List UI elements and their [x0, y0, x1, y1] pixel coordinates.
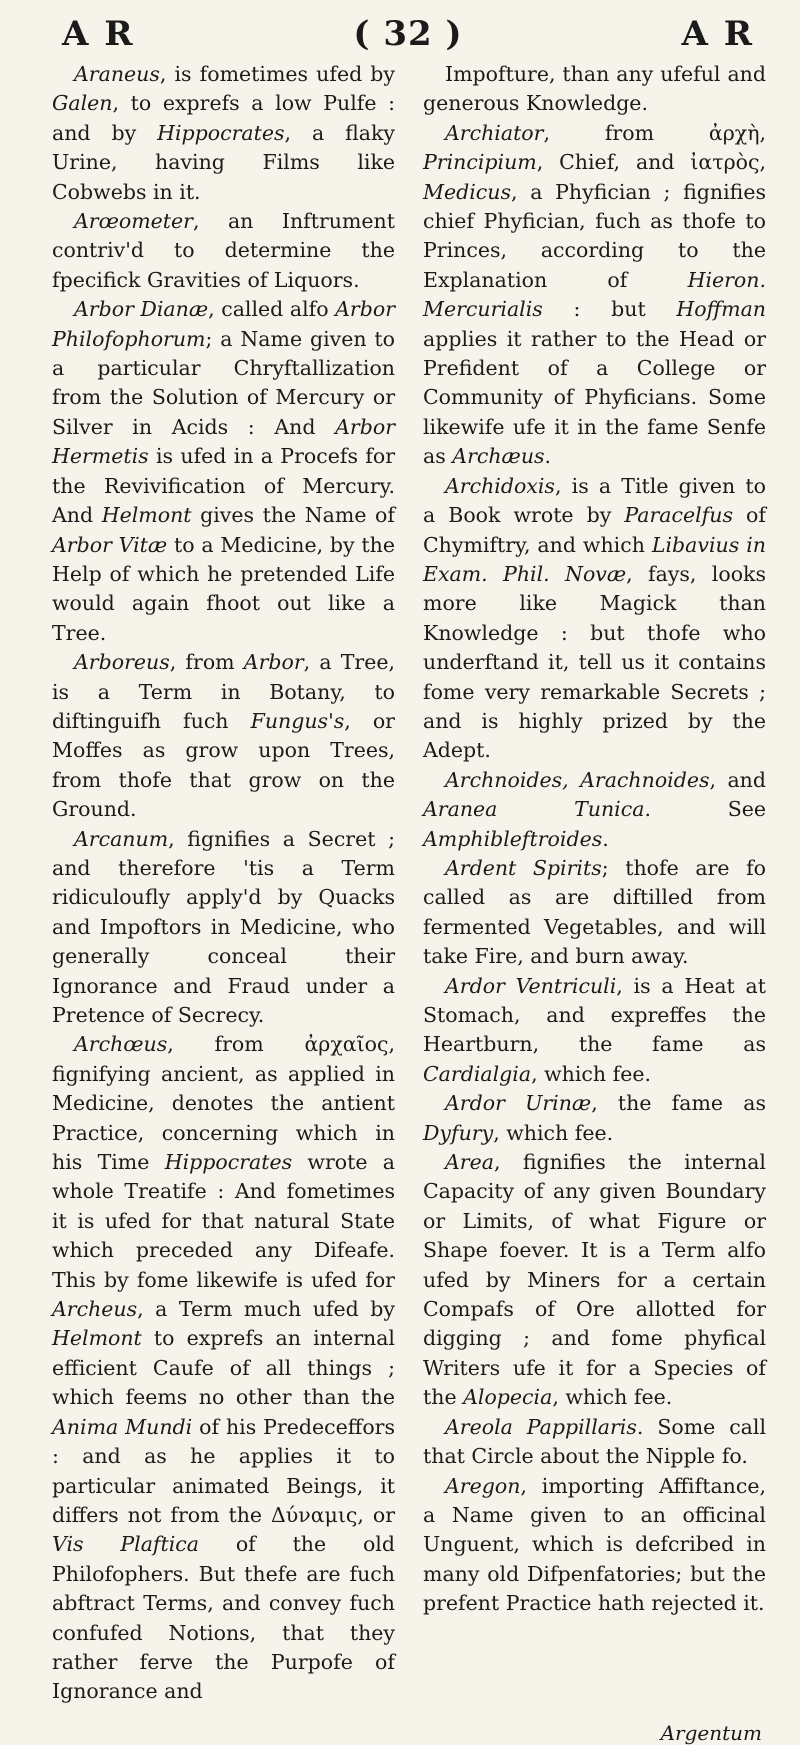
entry-italic-term: Paracelfus — [624, 503, 733, 528]
entry-italic-term: Aranea Tunica — [423, 797, 645, 822]
entry-text: . See — [644, 797, 766, 822]
running-head-right: A R — [681, 14, 754, 54]
entry-italic-term: Archiator — [445, 120, 544, 145]
right-column — [423, 60, 766, 1707]
entry-italic-term: Archeus — [52, 1297, 138, 1322]
entry-italic-term: Ardent Spirits — [445, 855, 602, 880]
entry-text: , to exprefs a low Pulfe : and by — [52, 91, 395, 145]
entry-italic-term: Vis Plaftica — [52, 1532, 199, 1557]
dictionary-entry — [423, 1413, 766, 1472]
dictionary-entry — [423, 1148, 766, 1413]
entry-text: , a Tree, is a Term in Botany, to diftinguifh fuch — [52, 650, 396, 733]
entry-italic-term: Archidoxis — [445, 473, 555, 498]
entry-italic-term: Dyfury — [423, 1120, 494, 1145]
entry-text: , which fee. — [531, 1061, 651, 1086]
running-head — [52, 14, 766, 58]
entry-text: . Some call that Circle about the Nipple fo. — [423, 1414, 767, 1469]
entry-text: , which fee. — [552, 1385, 673, 1410]
entry-text: , fays, looks more like Magick than Knowledge : but thofe who underftand it, tell us it contains fome very remarkable Secrets ; and is highly prized by the Adept. — [423, 561, 766, 763]
entry-italic-term: Araneus — [74, 62, 160, 86]
entry-italic-term: Arcanum — [74, 826, 169, 851]
entry-italic-term: Ardor Ventriculi — [445, 973, 617, 998]
entry-italic-term: Arbor Vitæ — [52, 532, 168, 557]
entry-text: to exprefs an internal efficient Caufe of all things ; which feems no other than the — [52, 1326, 395, 1410]
entry-text: gives the Name of — [191, 503, 395, 528]
dictionary-entry — [423, 472, 766, 766]
entry-italic-term: Alopecia — [463, 1385, 553, 1410]
entry-text: , from ἀρχαῖος, fignifying ancient, as applied in Medicine, denotes the antient Practice, concerning which in his Time — [52, 1032, 395, 1175]
entry-text: , the fame as — [591, 1091, 766, 1116]
entry-italic-term: Archœus — [74, 1032, 168, 1057]
running-head-left: A R — [62, 14, 135, 54]
entry-text: Impofture, than any ufeful and generous Knowledge. — [423, 62, 766, 116]
entry-text: , Chief, and ἰατρὸς, — [536, 150, 766, 175]
dictionary-entry — [423, 766, 766, 854]
entry-text: , and — [709, 767, 766, 792]
entry-text: , fignifies a Secret ; and therefore 'tis a Term ridiculoufly apply'd by Quacks and Impoftors in Medicine, who generally conceal their Ignorance and Fraud under a Pretence of Secrecy. — [52, 826, 395, 1027]
dictionary-entry — [52, 295, 395, 648]
entry-italic-term: Helmont — [101, 503, 192, 528]
entry-italic-term: Archnoides, Arachnoides — [445, 767, 710, 792]
entry-italic-term: Principium — [423, 150, 537, 175]
entry-italic-term: Hippocrates — [157, 120, 285, 145]
entry-italic-term: Cardialgia — [423, 1061, 532, 1086]
entry-italic-term: Archæus — [452, 444, 545, 469]
dictionary-entry — [52, 1030, 395, 1706]
dictionary-entry — [52, 825, 395, 1031]
entry-text: of Chymiftry, and which — [423, 503, 766, 557]
entry-text: , is fometimes ufed by — [159, 62, 395, 86]
dictionary-entry — [423, 60, 766, 119]
entry-text: , fignifies the internal Capacity of any given Boundary or Limits, of what Figure or Shape foever. It is a Term alfo ufed by Miners for a certain Compafs of Ore allotted for digging ; and fome phyfical Writers ufe it for a Species of the — [423, 1150, 766, 1410]
entry-text: . — [602, 826, 609, 851]
entry-text: , which fee. — [493, 1120, 614, 1145]
dictionary-entry — [423, 854, 766, 972]
page-number: ( 32 ) — [353, 14, 463, 54]
entry-italic-term: Arbor — [243, 650, 304, 675]
entry-text: , is a Title given to a Book wrote by — [423, 473, 766, 528]
entry-text: , or Moffes as grow upon Trees, from thofe that grow on the Ground. — [52, 708, 395, 822]
entry-text: is ufed in a Procefs for the Revivification of Mercury. And — [52, 444, 395, 528]
dictionary-entry — [423, 119, 766, 472]
text-columns — [52, 60, 766, 1707]
entry-text: of his Predeceffors : and as he applies it to particular animated Beings, it differs not from the Δύναμις, or — [52, 1414, 395, 1527]
entry-italic-term: Hoffman — [676, 297, 766, 322]
entry-text: to a Medicine, by the Help of which he pretended Life would again fhoot out like a Tree. — [52, 532, 395, 645]
entry-italic-term: Arœometer — [74, 209, 193, 234]
entry-italic-term: Arbor Hermetis — [52, 414, 395, 469]
entry-text: wrote a whole Treatife : And fometimes it is ufed for that natural State which preceded any Difeafe. This by fome likewife is ufed for — [52, 1150, 395, 1292]
entry-italic-term: Areola Pappillaris — [445, 1414, 637, 1439]
entry-italic-term: Arboreus — [74, 650, 170, 675]
entry-italic-term: Medicus — [423, 179, 512, 204]
left-column — [52, 60, 395, 1707]
entry-text: , a Term much ufed by — [137, 1297, 395, 1322]
entry-text: . — [544, 444, 552, 469]
dictionary-entry — [52, 207, 395, 295]
entry-text: of the old Philofophers. But thefe are fuch abftract Terms, and convey fuch confufed Notions, that they rather ferve the Purpofe of Ignorance and — [52, 1532, 395, 1704]
dictionary-entry — [423, 972, 766, 1090]
entry-text: , is a Heat at Stomach, and expreffes the Heartburn, the fame as — [423, 973, 766, 1057]
catchword: Argentum — [660, 1720, 762, 1745]
entry-italic-term: Arbor Dianæ — [74, 297, 209, 322]
entry-italic-term: Hippocrates — [164, 1150, 293, 1175]
entry-italic-term: Aregon — [445, 1473, 521, 1498]
entry-text: ; a Name given to a particular Chryftallization from the Solution of Mercury or Silver in Acids : And — [52, 326, 395, 439]
entry-text: , from — [169, 650, 244, 675]
entry-italic-term: Ardor Urinæ — [445, 1091, 592, 1116]
entry-text: applies it rather to the Head or Prefident of a College or Community of Phyficians. Some likewife ufe it in the fame Senfe as — [423, 326, 766, 469]
entry-text: , importing Affiftance, a Name given to an officinal Unguent, which is defcribed in many old Difpenfatories; but the prefent Practice hath rejected it. — [423, 1473, 766, 1616]
entry-italic-term: Helmont — [52, 1326, 142, 1351]
dictionary-entry — [423, 1089, 766, 1148]
entry-text: ; thofe are fo called as are diftilled from fermented Vegetables, and will take Fire, and burn away. — [423, 855, 766, 969]
entry-text: , a flaky Urine, having Films like Cobwebs in it. — [52, 120, 395, 204]
entry-italic-term: Arbor Philofophorum — [52, 297, 395, 351]
dictionary-entry — [423, 1472, 766, 1619]
entry-text: : but — [542, 297, 677, 322]
entry-text: , a Phyfician ; fignifies chief Phyfician, fuch as thofe to Princes, according to the Explanation of — [423, 179, 766, 292]
entry-italic-term: Area — [445, 1150, 494, 1175]
entry-text: , an Inftrument contriv'd to determine the fpecifick Gravities of Liquors. — [52, 209, 395, 292]
entry-italic-term: Fungus's — [250, 708, 345, 733]
dictionary-entry — [52, 60, 395, 207]
dictionary-entry — [52, 648, 395, 824]
entry-italic-term: Amphibleftroides — [423, 826, 603, 851]
entry-text: , from ἀρχὴ, — [543, 120, 766, 145]
entry-text: , called alfo — [208, 297, 336, 322]
entry-italic-term: Anima Mundi — [52, 1414, 193, 1439]
entry-italic-term: Libavius in Exam. Phil. Novæ — [423, 532, 766, 586]
entry-italic-term: Hieron. Mercurialis — [423, 267, 766, 322]
entry-italic-term: Galen — [52, 91, 113, 116]
